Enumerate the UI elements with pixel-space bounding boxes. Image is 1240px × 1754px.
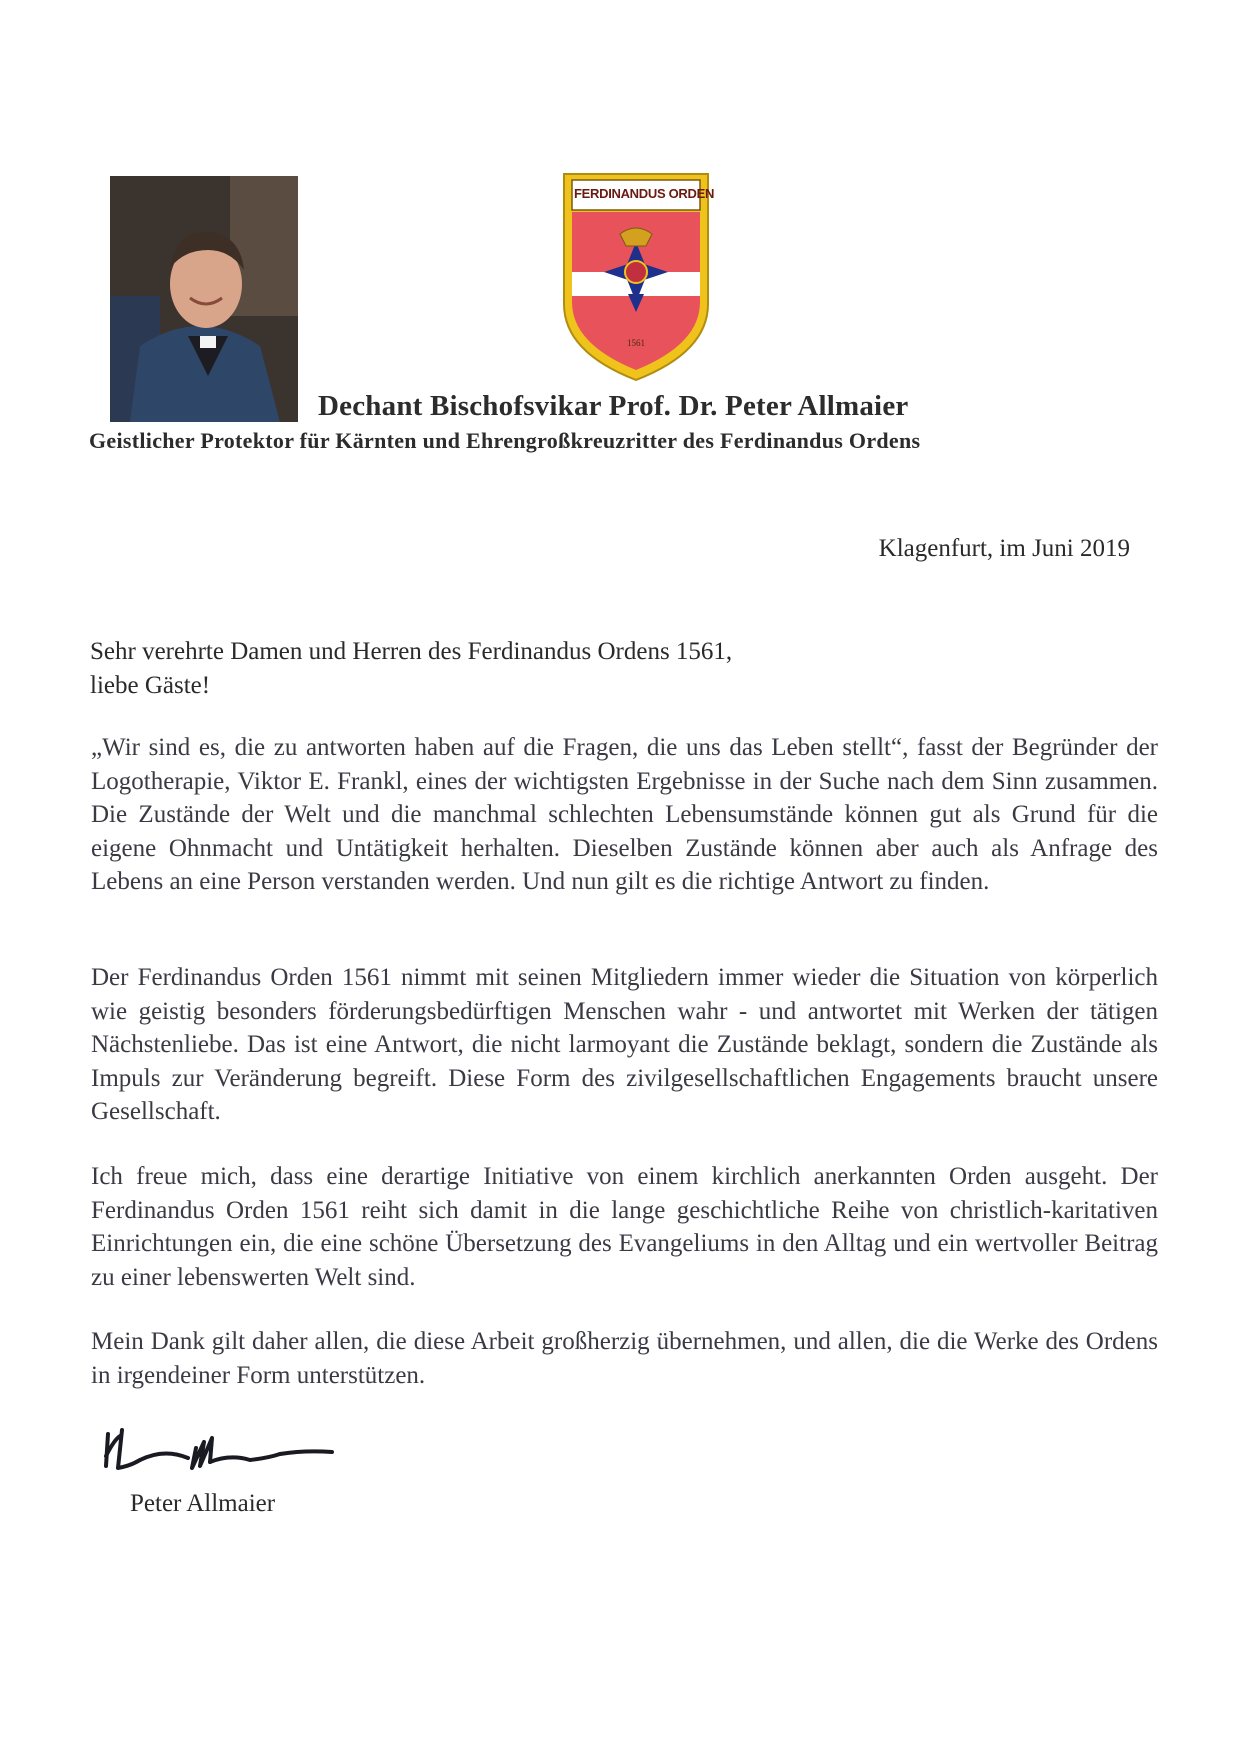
- letter-paragraph: Ich freue mich, dass eine derartige Initiative von einem kirchlich anerkannten Orden ausgeht. Der Ferdinandus Orden 1561 reiht sich damit in die lange geschichtliche Reihe von christlich-karitativen Einrichtungen ein, die eine schöne Übersetzung des Evangeliums in den Alltag und ein wertvoller Beitrag zu einer lebenswerten Welt sind.: [91, 1163, 1158, 1291]
- portrait-illustration: [110, 176, 298, 422]
- salutation-line-1: Sehr verehrte Damen und Herren des Ferdinandus Ordens 1561,: [90, 638, 733, 665]
- page-title: Dechant Bischofsvikar Prof. Dr. Peter Allmaier: [318, 390, 909, 422]
- ferdinandus-crest-logo: [560, 172, 715, 382]
- letter-paragraph: Der Ferdinandus Orden 1561 nimmt mit seinen Mitgliedern immer wieder die Situation von körperlich wie geistig besonders förderungsbedürftigen Menschen wahr - und antwortet mit Werken der tätigen Nächstenliebe. Das ist eine Antwort, die nicht larmoyant die Zustände beklagt, sondern die Zustände als Impuls zur Veränderung begreift. Diese Form des zivilgesellschaftlichen Engagements braucht unsere Gesellschaft.: [91, 964, 1158, 1125]
- handwritten-signature: [100, 1420, 340, 1482]
- letter-dateline: Klagenfurt, im Juni 2019: [878, 535, 1130, 562]
- letter-paragraph: Mein Dank gilt daher allen, die diese Arbeit großherzig übernehmen, und allen, die die Werke des Ordens in irgendeiner Form unterstützen.: [91, 1328, 1158, 1389]
- crest-banner-text: FERDINANDUS ORDEN: [574, 186, 715, 201]
- signer-name: Peter Allmaier: [130, 1490, 276, 1517]
- crest-year-text: 1561: [627, 338, 645, 348]
- salutation-line-2: liebe Gäste!: [90, 672, 211, 699]
- letter-paragraph: „Wir sind es, die zu antworten haben auf die Fragen, die uns das Leben stellt“, fasst der Begründer der Logotherapie, Viktor E. Frankl, eines der wichtigsten Ergebnisse in der Suche nach dem Sinn zusammen. Die Zustände der Welt und die manchmal schlechten Lebensumstände können gut als Grund für die eigene Ohnmacht und Untätigkeit herhalten. Dieselben Zustände können aber auch als Anfrage des Lebens an eine Person verstanden werden. Und nun gilt es die richtige Antwort zu finden.: [91, 734, 1158, 895]
- letter-salutation: [90, 635, 1150, 703]
- portrait-photo: [110, 176, 298, 422]
- page-subtitle: Geistlicher Protektor für Kärnten und Ehrengroßkreuzritter des Ferdinandus Ordens: [89, 428, 921, 453]
